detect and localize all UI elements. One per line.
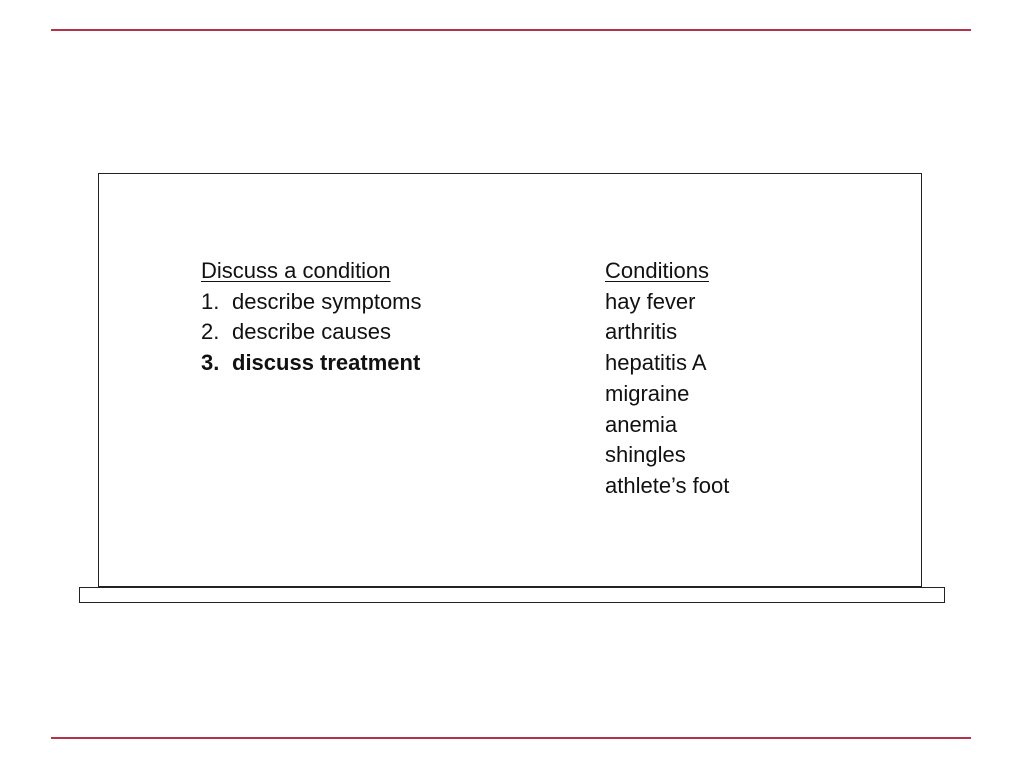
step-number: 3. [201, 350, 220, 376]
step-number: 2. [201, 319, 220, 345]
conditions-column [605, 256, 729, 502]
condition-item: anemia [605, 411, 678, 437]
step-item [201, 317, 422, 348]
condition-item: hay fever [605, 288, 696, 314]
step-text: describe symptoms [232, 288, 422, 314]
condition-item: athlete’s foot [605, 472, 730, 498]
task-heading: Discuss a condition [201, 258, 391, 283]
condition-item: shingles [605, 442, 686, 468]
step-number: 1. [201, 288, 220, 314]
step-item-current [201, 348, 422, 379]
whiteboard [98, 173, 922, 587]
step-item [201, 287, 422, 318]
task-column [201, 256, 422, 379]
conditions-heading: Conditions [605, 258, 709, 283]
top-divider [51, 29, 971, 31]
condition-item: arthritis [605, 319, 678, 345]
bottom-divider [51, 737, 971, 739]
step-text: describe causes [232, 319, 391, 345]
condition-item: migraine [605, 380, 690, 406]
condition-item: hepatitis A [605, 350, 707, 376]
whiteboard-ledge [79, 587, 945, 603]
step-text: discuss treatment [232, 350, 421, 376]
